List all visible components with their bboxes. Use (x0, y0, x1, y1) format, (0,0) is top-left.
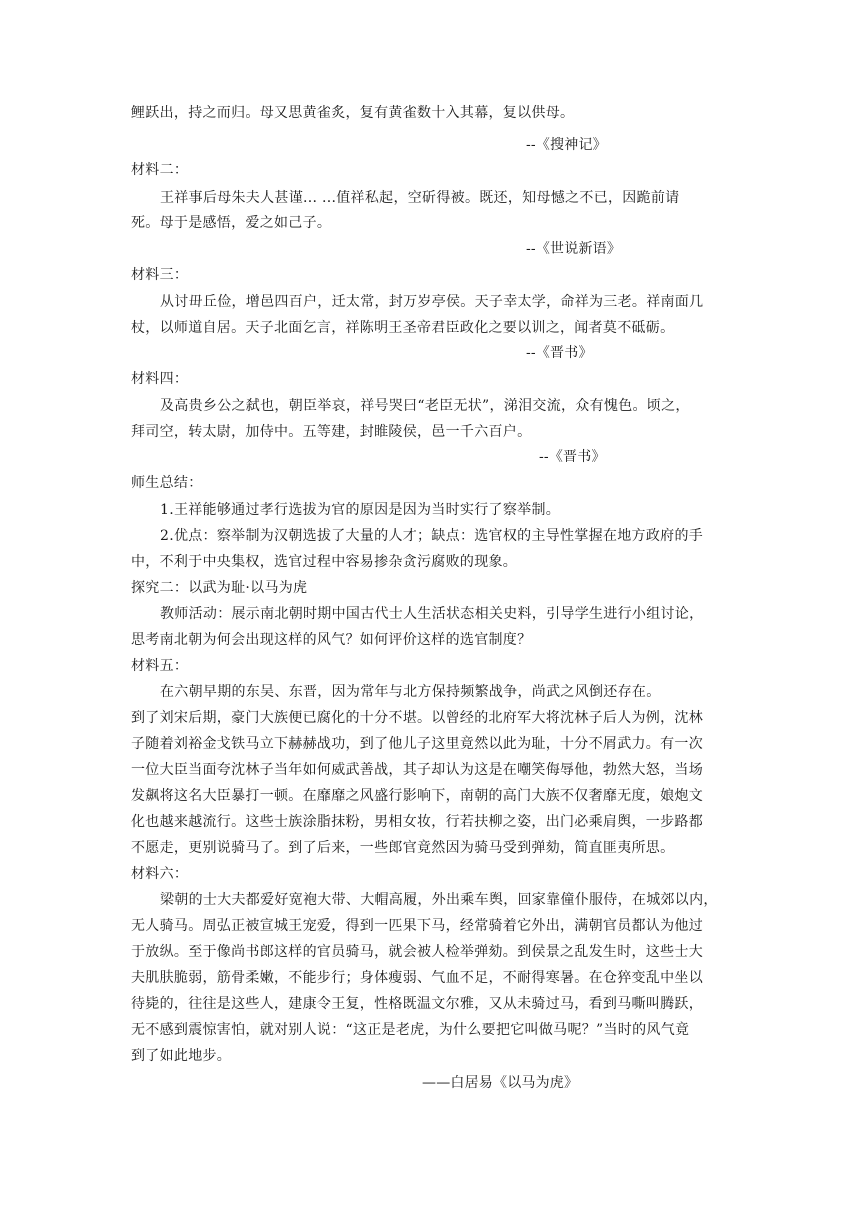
text-line: 中，不利于中央集权，选官过程中容易掺杂贪污腐败的现象。 (131, 554, 518, 570)
text-line: 从讨毌丘俭，增邑四百户，迁太常，封万岁亭侯。天子幸太学，命祥为三老。祥南面几 (160, 294, 704, 310)
text-line: 夫肌肤脆弱，筋骨柔嫩，不能步行；身体瘦弱、气血不足，不耐得寒暑。在仓猝变乱中坐以 (131, 970, 703, 986)
text-line: 死。母于是感悟，爱之如己子。 (131, 215, 332, 231)
section-heading: 师生总结： (131, 475, 203, 491)
text-line: 教师活动：展示南北朝时期中国古代士人生活状态相关史料，引导学生进行小组讨论， (160, 606, 704, 622)
section-heading: 材料三： (131, 267, 189, 283)
section-heading: 材料六： (131, 866, 189, 882)
text-line: 到了刘宋后期，豪门大族便已腐化的十分不堪。以曾经的北府军大将沈林子后人为例，沈林 (131, 710, 703, 726)
text-line: 无人骑马。周弘正被宣城王宠爱，得到一匹果下马，经常骑着它外出，满朝官员都认为他过 (131, 918, 703, 934)
text-line: 思考南北朝为何会出现这样的风气？如何评价这样的选官制度？ (131, 632, 532, 648)
section-heading: 探究二：以武为耻·以马为虎 (131, 580, 308, 596)
source-citation: --《世说新语》 (526, 241, 622, 257)
text-line: 在六朝早期的东吴、东晋，因为常年与北方保持频繁战争，尚武之风倒还存在。 (160, 684, 661, 700)
text-line: 及高贵乡公之弑也，朝臣举哀，祥号哭曰“老臣无状”，涕泪交流，众有愧色。顷之， (160, 398, 690, 414)
text-line: 王祥事后母朱夫人甚谨... ...值祥私起，空斫得被。既还，知母憾之不已，因跪前请 (160, 190, 680, 206)
section-heading: 材料二： (131, 162, 189, 178)
text-line: 到了如此地步。 (131, 1048, 232, 1064)
text-line: 拜司空，转太尉，加侍中。五等建，封睢陵侯，邑一千六百户。 (131, 424, 532, 440)
source-citation: ——白居易《以马为虎》 (422, 1075, 579, 1091)
text-line: 子随着刘裕金戈铁马立下赫赫战功，到了他儿子这里竟然以此为耻，十分不屑武力。有一次 (131, 736, 703, 752)
text-line: 杖，以师道自居。天子北面乞言，祥陈明王圣帝君臣政化之要以训之，闻者莫不砥砺。 (131, 320, 675, 336)
section-heading: 材料五： (131, 658, 189, 674)
text-line: 1.王祥能够通过孝行选拔为官的原因是因为当时实行了察举制。 (160, 502, 561, 518)
section-heading: 材料四： (131, 371, 189, 387)
text-line: 于放纵。至于像尚书郎这样的官员骑马，就会被人检举弹劾。到侯景之乱发生时，这些士大 (131, 944, 703, 960)
text-line: 2.优点：察举制为汉朝选拔了大量的人才；缺点：选官权的主导性掌握在地方政府的手 (160, 528, 704, 544)
text-line: 待毙的，往往是这些人，建康令王复，性格既温文尔雅，又从未骑过马，看到马嘶叫腾跃， (131, 996, 703, 1012)
text-line: 不愿走，更别说骑马了。到了后来，一些郎官竟然因为骑马受到弹劾，简直匪夷所思。 (131, 840, 675, 856)
text-line: 梁朝的士大夫都爱好宽袍大带、大帽高履，外出乘车舆，回家靠僮仆服侍，在城郊以内， (160, 892, 718, 908)
text-line: 发飙将这名大臣暴打一顿。在靡靡之风盛行影响下，南朝的高门大族不仅奢靡无度，娘炮文 (131, 788, 703, 804)
text-line: 无不感到震惊害怕，就对别人说：“这正是老虎，为什么要把它叫做马呢？”当时的风气竟 (131, 1022, 690, 1038)
source-citation: --《晋书》 (539, 449, 606, 465)
source-citation: --《晋书》 (526, 345, 593, 361)
text-line: 鲤跃出，持之而归。母又思黄雀炙，复有黄雀数十入其幕，复以供母。 (131, 105, 575, 121)
text-line: 一位大臣当面夸沈林子当年如何威武善战，其子却认为这是在嘲笑侮辱他，勃然大怒，当场 (131, 762, 703, 778)
text-line: 化也越来越流行。这些士族涂脂抹粉，男相女妆，行若扶柳之姿，出门必乘肩舆，一步路都 (131, 814, 703, 830)
source-citation: --《搜神记》 (526, 137, 607, 153)
